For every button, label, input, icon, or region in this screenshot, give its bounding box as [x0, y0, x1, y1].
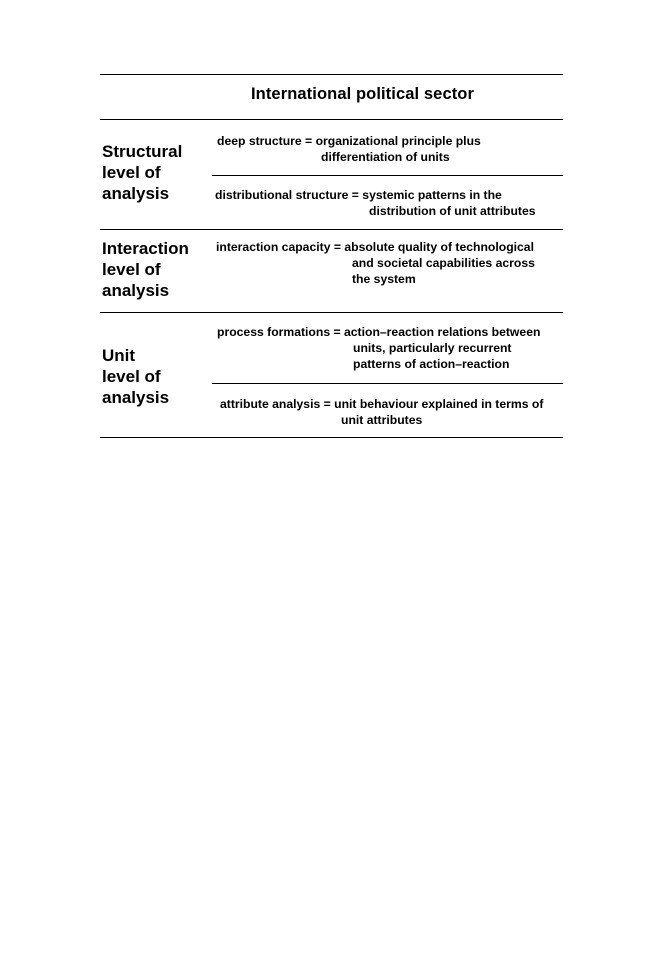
definition-text: systemic patterns in the [362, 188, 502, 202]
definition-text: differentiation of units [321, 150, 450, 164]
definition-text: and societal capabilities across [352, 256, 535, 270]
process-formations-definition: process formations = action–reaction relations between units, particularly recurrent patterns of action–reaction [217, 325, 541, 371]
definition-text: units, particularly recurrent [353, 341, 512, 355]
interaction-capacity-definition: interaction capacity = absolute quality of technological and societal capabilities across the system [216, 240, 535, 286]
definition-text: unit behaviour explained in terms of [334, 397, 544, 411]
interaction-label-line: Interaction [102, 239, 189, 258]
deep-structure-definition: deep structure = organizational principle plus differentiation of units [217, 134, 481, 164]
unit-label-line: level of [102, 367, 161, 386]
definition-text: unit attributes [341, 413, 423, 427]
distributional-structure-definition: distributional structure = systemic patterns in the distribution of unit attributes [215, 188, 536, 218]
interaction-label-line: level of [102, 260, 161, 279]
definition-term: process formations [217, 325, 331, 339]
unit-divider-rule [212, 383, 563, 384]
interaction-label-line: analysis [102, 281, 170, 300]
unit-level-label [102, 345, 169, 408]
structural-divider-rule [212, 175, 563, 176]
sector-title: International political sector [250, 85, 475, 103]
structural-bottom-rule [100, 229, 563, 230]
table-bottom-rule [100, 437, 563, 438]
structural-level-label [102, 141, 182, 204]
unit-label-line: Unit [102, 346, 136, 365]
definition-term: deep structure [217, 134, 302, 148]
interaction-level-label [102, 238, 189, 301]
header-bottom-rule [100, 119, 563, 120]
definition-text: the system [352, 272, 416, 286]
definition-text: absolute quality of technological [344, 240, 534, 254]
unit-label-line: analysis [102, 388, 170, 407]
structural-label-line: Structural [102, 142, 183, 161]
definition-term: distributional structure [215, 188, 349, 202]
definition-text: organizational principle plus [315, 134, 481, 148]
structural-label-line: analysis [102, 184, 170, 203]
definition-text: patterns of action–reaction [353, 357, 510, 371]
interaction-bottom-rule [100, 312, 563, 313]
definition-term: interaction capacity [216, 240, 331, 254]
table-top-rule [100, 74, 563, 75]
definition-text: distribution of unit attributes [369, 204, 536, 218]
definition-text: action–reaction relations between [344, 325, 541, 339]
definition-term: attribute analysis [220, 397, 321, 411]
attribute-analysis-definition: attribute analysis = unit behaviour explained in terms of unit attributes [220, 397, 544, 427]
structural-label-line: level of [102, 163, 161, 182]
